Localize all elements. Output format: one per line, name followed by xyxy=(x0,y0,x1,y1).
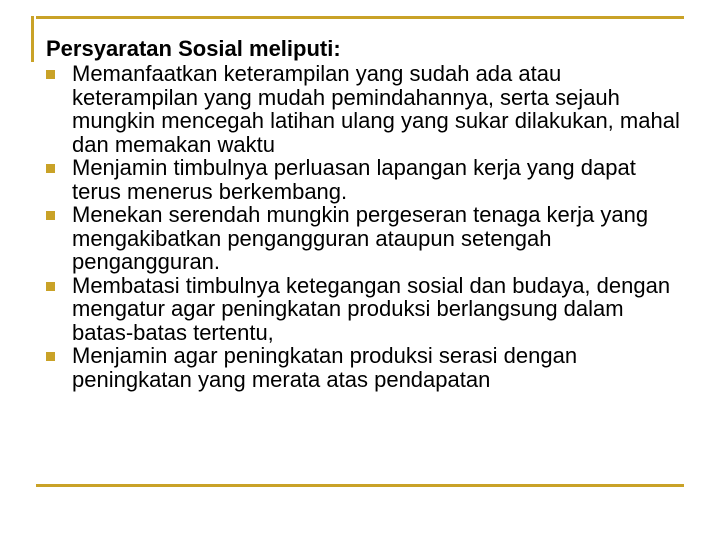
left-accent-rule xyxy=(31,16,34,62)
slide-title: Persyaratan Sosial meliputi: xyxy=(46,36,341,61)
list-item xyxy=(46,344,686,391)
list-item-text: Menjamin agar peningkatan produksi serasi dengan peningkatan yang merata atas pendapatan xyxy=(72,343,578,392)
square-bullet-icon xyxy=(46,352,55,361)
square-bullet-icon xyxy=(46,211,55,220)
top-accent-rule xyxy=(36,16,684,19)
list-item xyxy=(46,274,686,345)
list-item xyxy=(46,156,686,203)
square-bullet-icon xyxy=(46,70,55,79)
list-item xyxy=(46,62,686,156)
slide-content xyxy=(46,36,686,391)
list-item-text: Membatasi timbulnya ketegangan sosial dan budaya, dengan mengatur agar peningkatan produksi berlangsung dalam batas-batas tertentu, xyxy=(72,272,671,345)
list-item-text: Memanfaatkan keterampilan yang sudah ada atau keterampilan yang mudah pemindahannya, serta sejauh mungkin mencegah latihan ulang yang sukar dilakukan, mahal dan memakan waktu xyxy=(72,61,680,157)
list-item-text: Menjamin timbulnya perluasan lapangan kerja yang dapat terus menerus berkembang. xyxy=(72,155,636,204)
list-item xyxy=(46,203,686,274)
square-bullet-icon xyxy=(46,282,55,291)
list-item-text: Menekan serendah mungkin pergeseran tenaga kerja yang mengakibatkan pengangguran ataupun setengah pengangguran. xyxy=(72,202,649,274)
bullet-list xyxy=(46,62,686,391)
square-bullet-icon xyxy=(46,164,55,173)
bottom-accent-rule xyxy=(36,484,684,487)
